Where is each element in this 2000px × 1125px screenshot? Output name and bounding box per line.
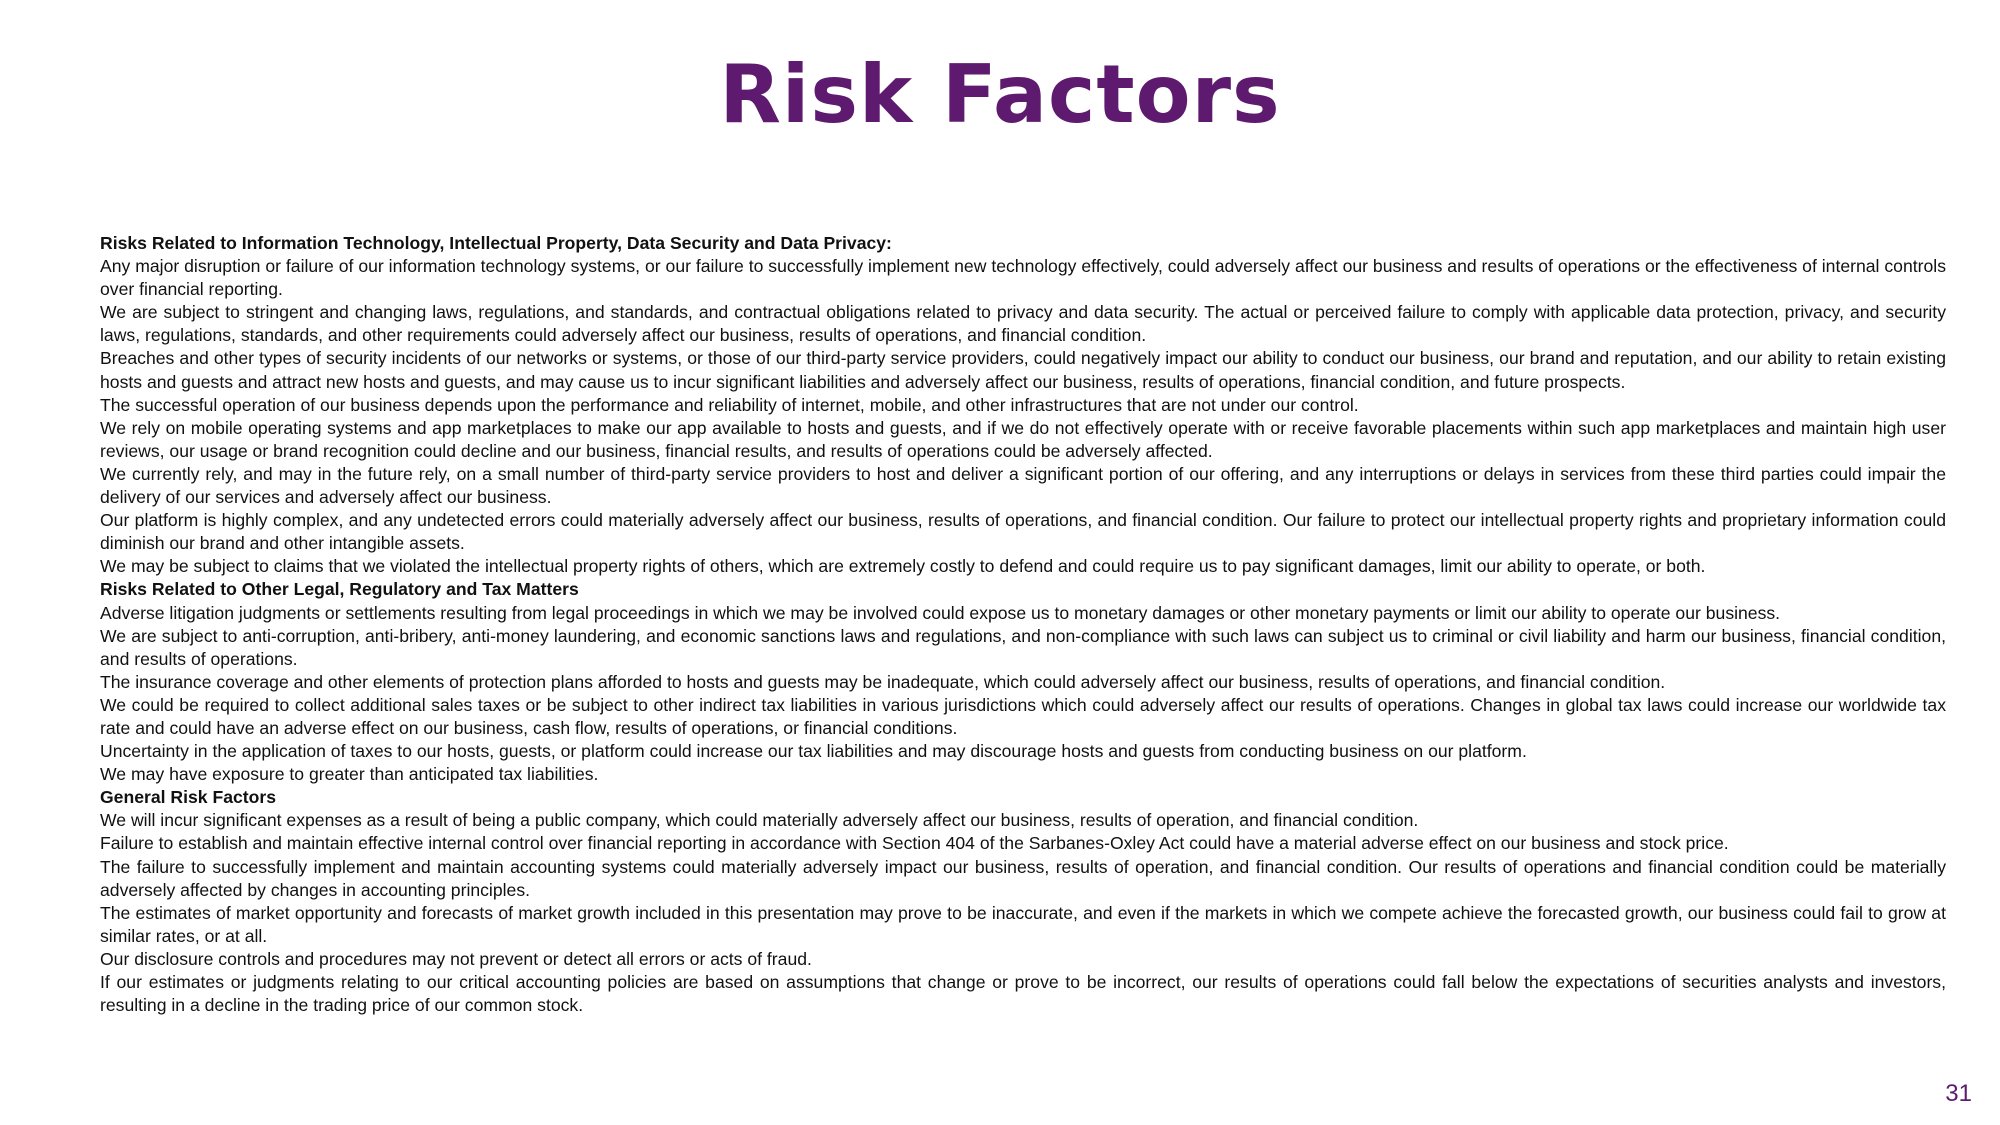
risk-paragraph: Breaches and other types of security incidents of our networks or systems, or those of our third-party service providers, could negatively impact our ability to conduct our business, our brand and reputation, and our ability to retain existing hosts and guests and attract new hosts and guests, and may cause us to incur significant liabilities and adversely affect our business, results of operations, financial condition, and future prospects. xyxy=(100,348,1946,392)
risk-paragraph: We may be subject to claims that we violated the intellectual property rights of others, which are extremely costly to defend and could require us to pay significant damages, limit our ability to operate, or both. xyxy=(100,556,1706,577)
risk-paragraph: The insurance coverage and other elements of protection plans afforded to hosts and guests may be inadequate, which could adversely affect our business, results of operations, and financial condition. xyxy=(100,671,1666,692)
risk-paragraph: Uncertainty in the application of taxes to our hosts, guests, or platform could increase our tax liabilities and may discourage hosts and guests from conducting business on our platform. xyxy=(100,741,1527,762)
risk-paragraph: Our disclosure controls and procedures may not prevent or detect all errors or acts of fraud. xyxy=(100,948,812,969)
section-heading: Risks Related to Information Technology, Intellectual Property, Data Security and Data Privacy: xyxy=(100,233,892,253)
risk-paragraph: Failure to establish and maintain effective internal control over financial reporting in accordance with Section 404 of the Sarbanes-Oxley Act could have a material adverse effect on our business and stock price. xyxy=(100,833,1729,854)
risk-paragraph: We are subject to stringent and changing laws, regulations, and standards, and contractual obligations related to privacy and data security. The actual or perceived failure to comply with applicable data protection, privacy, and security laws, regulations, standards, and other requirements could adversely affect our business, results of operations, and financial condition. xyxy=(100,302,1946,346)
risk-paragraph: Any major disruption or failure of our information technology systems, or our failure to successfully implement new technology effectively, could adversely affect our business and results of operations or the effectiveness of internal controls over financial reporting. xyxy=(100,256,1946,300)
risk-paragraph: The estimates of market opportunity and forecasts of market growth included in this presentation may prove to be inaccurate, and even if the markets in which we compete achieve the forecasted growth, our business could fail to grow at similar rates, or at all. xyxy=(100,902,1946,946)
risk-paragraph: We rely on mobile operating systems and app marketplaces to make our app available to hosts and guests, and if we do not effectively operate with or receive favorable placements within such app marketplaces and maintain high user reviews, our usage or brand recognition could decline and our business, financial results, and results of operations could be adversely affected. xyxy=(100,417,1946,461)
risk-paragraph: We are subject to anti-corruption, anti-bribery, anti-money laundering, and economic sanctions laws and regulations, and non-compliance with such laws can subject us to criminal or civil liability and harm our business, financial condition, and results of operations. xyxy=(100,625,1946,669)
risk-paragraph: We currently rely, and may in the future rely, on a small number of third-party service providers to host and deliver a significant portion of our offering, and any interruptions or delays in services from these third parties could impair the delivery of our services and adversely affect our business. xyxy=(100,463,1946,508)
section-heading: Risks Related to Other Legal, Regulatory and Tax Matters xyxy=(100,579,579,600)
section-heading: General Risk Factors xyxy=(100,787,277,808)
risk-paragraph: We could be required to collect additional sales taxes or be subject to other indirect tax liabilities in various jurisdictions which could adversely affect our results of operations. Changes in global tax laws could increase our worldwide tax rate and could have an adverse effect on our business, cash flow, results of operations, or financial conditions. xyxy=(100,694,1946,738)
risk-paragraph: The successful operation of our business depends upon the performance and reliability of internet, mobile, and other infrastructures that are not under our control. xyxy=(100,394,1359,415)
page-number: 31 xyxy=(1945,1080,1972,1107)
risk-paragraph: The failure to successfully implement and maintain accounting systems could materially adversely impact our business, results of operation, and financial condition. Our results of operations and financial condition could be materially adversely affected by changes in accounting principles. xyxy=(100,856,1946,900)
risk-paragraph: Our platform is highly complex, and any undetected errors could materially adversely affect our business, results of operations, and financial condition. Our failure to protect our intellectual property rights and proprietary information could diminish our brand and other intangible assets. xyxy=(100,510,1946,554)
page-title: Risk Factors xyxy=(719,48,1281,141)
risk-factors-text xyxy=(100,232,1946,1017)
risk-paragraph: We may have exposure to greater than anticipated tax liabilities. xyxy=(100,764,599,785)
risk-paragraph: If our estimates or judgments relating to our critical accounting policies are based on assumptions that change or prove to be incorrect, our results of operations could fall below the expectations of securities analysts and investors, resulting in a decline in the trading price of our common stock. xyxy=(100,972,1946,1016)
risk-paragraph: Adverse litigation judgments or settlements resulting from legal proceedings in which we may be involved could expose us to monetary damages or other monetary payments or limit our ability to operate our business. xyxy=(100,602,1781,623)
risk-paragraph: We will incur significant expenses as a result of being a public company, which could materially adversely affect our business, results of operation, and financial condition. xyxy=(100,810,1419,831)
